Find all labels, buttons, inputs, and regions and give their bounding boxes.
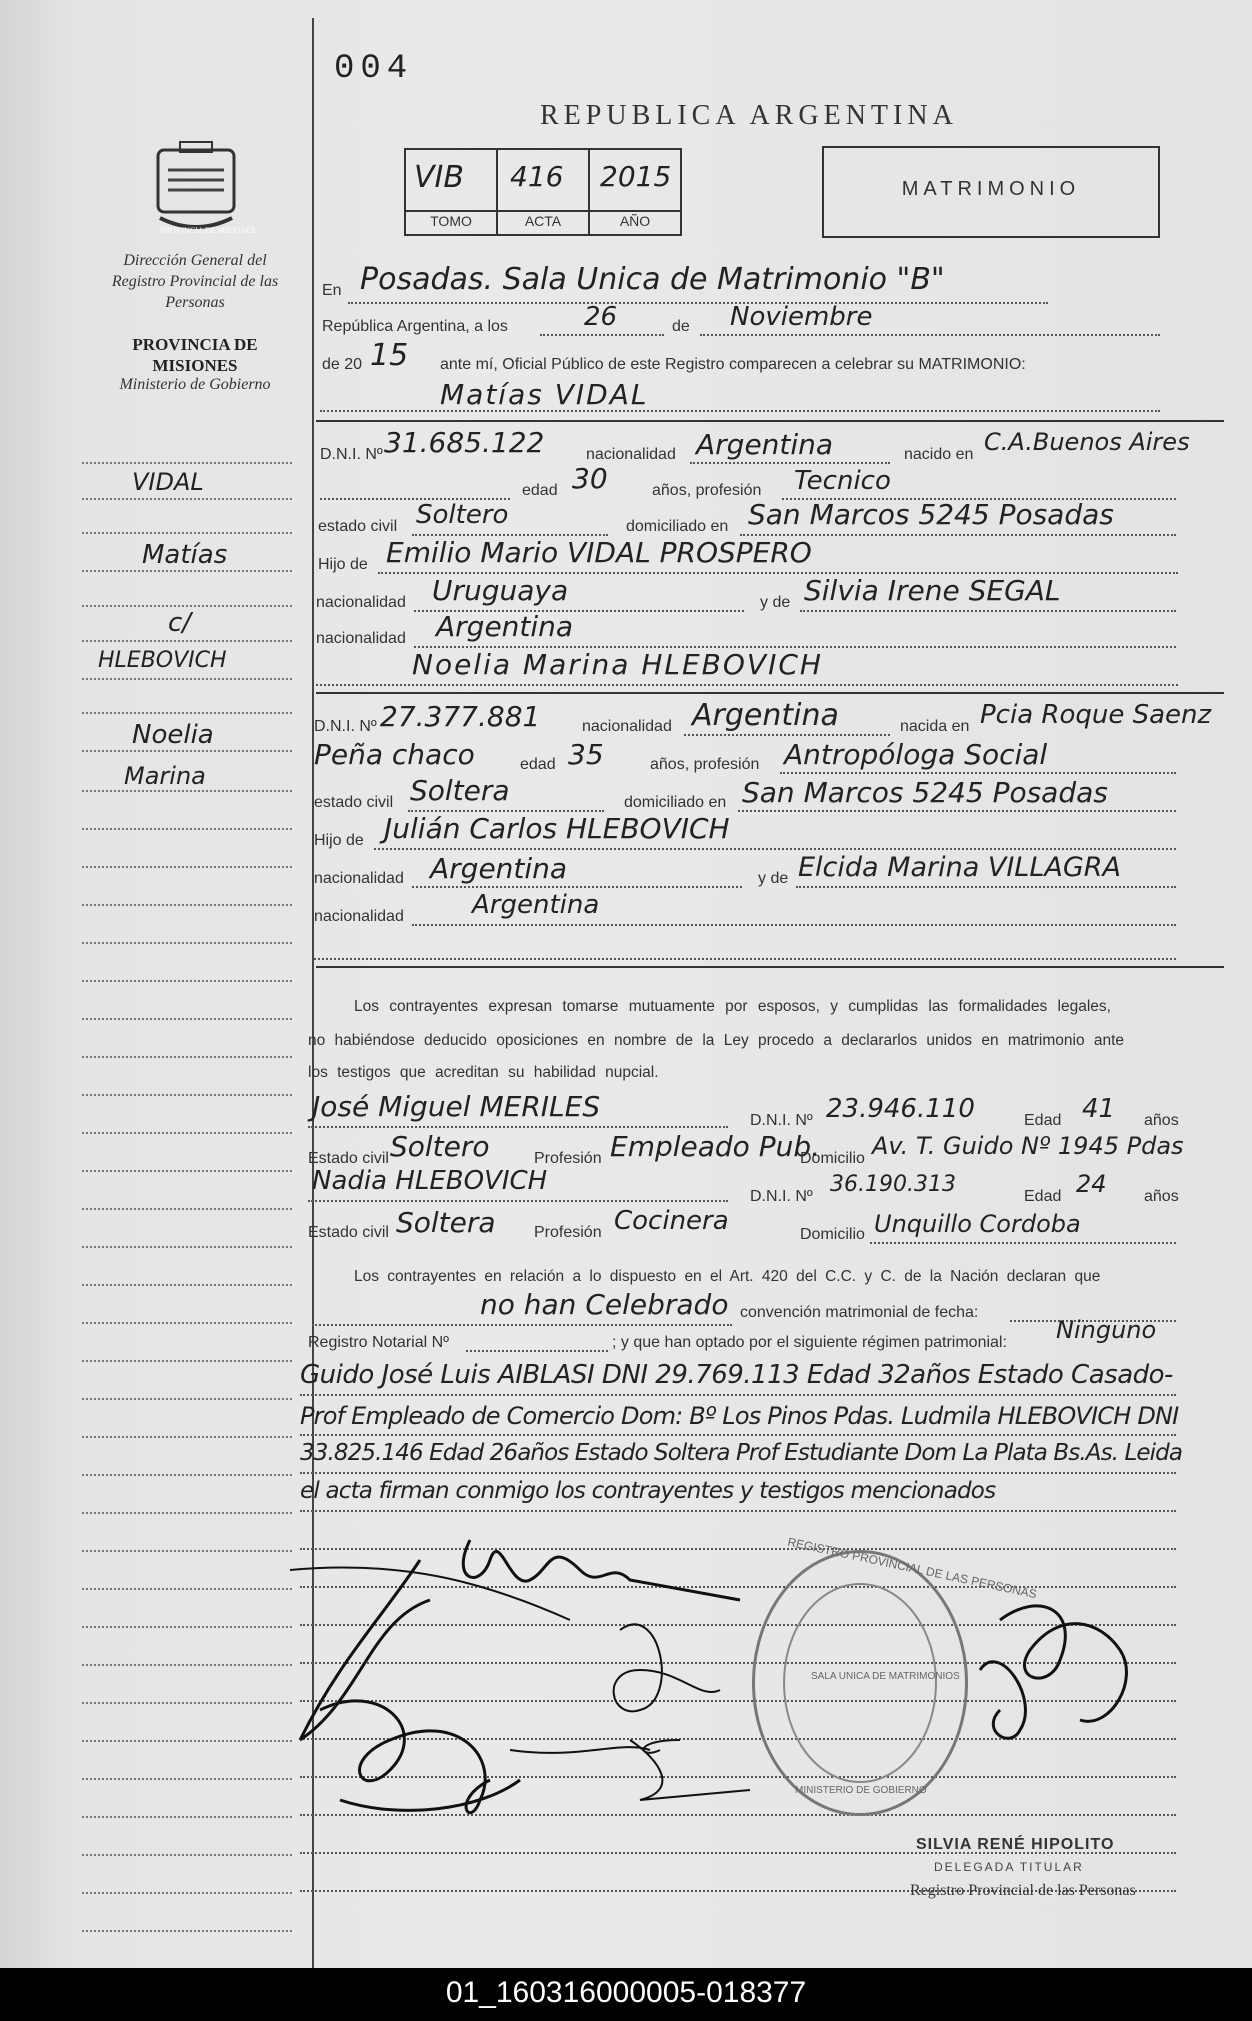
record-number: 004: [334, 50, 414, 88]
official-seal-icon: [752, 1534, 1038, 1816]
witness2-civil-status: Soltera: [396, 1206, 496, 1239]
regime-label: ; y que han optado por el siguiente régimen patrimonial:: [612, 1334, 1007, 1351]
bride-name: Noelia Marina HLEBOVICH: [412, 648, 823, 681]
groom-nacido-label: nacido en: [904, 446, 974, 463]
groom-y-de-label: y de: [760, 594, 791, 611]
witness1-dni-label: D.N.I. Nº: [750, 1112, 813, 1129]
year-prefix: de 20: [322, 356, 363, 373]
signatures-icon: [280, 1500, 1180, 1880]
groom-address: San Marcos 5245 Posadas: [748, 498, 1114, 531]
bride-bottom-rule: [316, 966, 1224, 968]
groom-nationality: Argentina: [696, 428, 834, 461]
witness2-prof-label: Profesión: [534, 1224, 602, 1241]
margin-spouse-second-name: Marina: [124, 762, 206, 790]
margin-surname: VIDAL: [132, 468, 204, 496]
witness2-address: Unquillo Cordoba: [874, 1210, 1081, 1238]
republica-label: República Argentina, a los: [322, 318, 508, 335]
groom-father-nationality: Uruguaya: [432, 574, 569, 607]
anio-value: 2015: [600, 160, 672, 193]
country-title: REPUBLICA ARGENTINA: [540, 100, 958, 131]
margin-connector: c/: [168, 608, 192, 638]
bride-birthplace-1: Pcia Roque Saenz: [980, 700, 1212, 730]
bride-father: Julián Carlos HLEBOVICH: [384, 812, 730, 845]
groom-name: Matías VIDAL: [440, 378, 649, 411]
bride-father-nationality: Argentina: [430, 852, 568, 885]
witness1-estado-label: Estado civil: [308, 1150, 389, 1167]
bride-nac-label: nacionalidad: [582, 718, 672, 735]
declaration-line-1: Los contrayentes expresan tomarse mutuamente por esposos, y cumplidas las formalidades legales,: [354, 998, 1111, 1015]
declaration-line-2: no habiéndose deducido oposiciones en nombre de la Ley procedo a declararlos unidos en matrimonio ante: [308, 1032, 1125, 1049]
bride-age: 35: [568, 738, 604, 771]
witness2-age: 24: [1076, 1170, 1107, 1198]
bride-top-rule: [316, 692, 1224, 694]
bride-mother: Elcida Marina VILLAGRA: [798, 852, 1121, 883]
groom-mother-nationality: Argentina: [436, 610, 574, 643]
bride-civil-status: Soltera: [410, 774, 510, 807]
notarial-label: Registro Notarial Nº: [308, 1334, 449, 1351]
acta-label: ACTA: [524, 213, 562, 229]
witness1-name: José Miguel MERILES: [312, 1090, 601, 1123]
ministry-name: Ministerio de Gobierno: [119, 376, 271, 393]
note-line-3: 33.825.146 Edad 26años Estado Soltera Prof Estudiante Dom La Plata Bs.As. Leida: [300, 1440, 1183, 1466]
bride-birthplace-2: Peña chaco: [314, 738, 475, 771]
bride-mother-nac-label: nacionalidad: [314, 908, 404, 925]
tomo-value: VIB: [414, 160, 464, 195]
groom-father-nac-label: nacionalidad: [316, 594, 406, 611]
ceremony-day: 26: [584, 302, 618, 332]
ceremony-place: Posadas. Sala Unica de Matrimonio "B": [360, 262, 945, 297]
bride-father-nac-label: nacionalidad: [314, 870, 404, 887]
bride-nationality: Argentina: [692, 698, 839, 733]
groom-dni: 31.685.122: [384, 426, 545, 459]
groom-birthplace: C.A.Buenos Aires: [984, 428, 1190, 456]
witness2-dom-label: Domicilio: [800, 1226, 865, 1243]
seal-bottom-text: MINISTERIO DE GOBIERNO: [795, 1785, 927, 1796]
de-label: de: [672, 318, 690, 335]
groom-nac-label: nacionalidad: [586, 446, 676, 463]
record-type: MATRIMONIO: [901, 178, 1081, 200]
coat-of-arms-text: PROVINCIA DE MISIONES: [160, 226, 256, 235]
convention-handwritten: no han Celebrado: [480, 1288, 729, 1321]
province-name: PROVINCIA DE MISIONES: [132, 335, 258, 375]
groom-hijo-label: Hijo de: [318, 556, 368, 573]
groom-mother: Silvia Irene SEGAL: [804, 574, 1061, 607]
en-label: En: [322, 282, 342, 299]
ante-text: ante mí, Oficial Público de este Registro comparecen a celebrar su MATRIMONIO:: [440, 356, 1026, 373]
bride-address: San Marcos 5245 Posadas: [742, 776, 1108, 809]
groom-anos-label: años, profesión: [652, 482, 762, 499]
bride-mother-nationality: Argentina: [472, 890, 600, 920]
document-code: 01_160316000005-018377: [445, 1976, 807, 2009]
note-line-4: el acta firman conmigo los contrayentes y testigos mencionados: [300, 1478, 996, 1504]
ceremony-month: Noviembre: [730, 302, 873, 332]
groom-dni-label: D.N.I. Nº: [320, 446, 383, 463]
witness1-prof-label: Profesión: [534, 1150, 602, 1167]
bride-anos-label: años, profesión: [650, 756, 760, 773]
witness1-profession: Empleado Pub.: [610, 1130, 821, 1163]
witness1-civil-status: Soltero: [390, 1130, 490, 1163]
footer-bar: [0, 1968, 1252, 2021]
declaration-line-3: los testigos que acreditan su habilidad nupcial.: [308, 1064, 659, 1081]
witness1-anos-label: años: [1144, 1112, 1179, 1129]
groom-mother-nac-label: nacionalidad: [316, 630, 406, 647]
officer-role: DELEGADA TITULAR: [934, 1860, 1084, 1874]
groom-father: Emilio Mario VIDAL PROSPERO: [386, 536, 812, 569]
groom-age: 30: [572, 462, 608, 495]
officer-office: Registro Provincial de las Personas: [910, 1882, 1136, 1899]
bride-nacida-label: nacida en: [900, 718, 970, 735]
groom-profession: Tecnico: [794, 466, 891, 496]
witness2-dni-label: D.N.I. Nº: [750, 1188, 813, 1205]
witness2-anos-label: años: [1144, 1188, 1179, 1205]
convention-line-2: convención matrimonial de fecha:: [740, 1304, 979, 1321]
record-type-box: [822, 146, 1160, 238]
witness2-name: Nadia HLEBOVICH: [312, 1166, 548, 1196]
seal-inner-text: SALA UNICA DE MATRIMONIOS: [811, 1671, 960, 1682]
witness1-address: Av. T. Guido Nº 1945 Pdas: [872, 1132, 1184, 1160]
witness1-dni: 23.946.110: [826, 1094, 975, 1124]
coat-of-arms-icon: [150, 140, 256, 240]
anio-label: AÑO: [619, 213, 651, 229]
bride-edad-label: edad: [520, 756, 556, 773]
groom-civil-status: Soltero: [416, 500, 509, 530]
tomo-label: TOMO: [430, 213, 472, 229]
seal-outer-text: REGISTRO PROVINCIAL DE LAS PERSONAS: [786, 1534, 1038, 1602]
bride-y-de-label: y de: [758, 870, 789, 887]
bride-estado-label: estado civil: [314, 794, 394, 811]
bride-domicilio-label: domiciliado en: [624, 794, 727, 811]
witness2-profession: Cocinera: [614, 1206, 729, 1236]
witness1-age: 41: [1082, 1094, 1116, 1124]
bride-profession: Antropóloga Social: [784, 738, 1048, 771]
agency-name: Dirección General del Registro Provincial de las Personas: [111, 252, 279, 311]
witness2-edad-label: Edad: [1024, 1188, 1062, 1205]
officer-name: SILVIA RENÉ HIPOLITO: [916, 1836, 1115, 1853]
note-line-1: Guido José Luis AIBLASI DNI 29.769.113 Edad 32años Estado Casado-: [300, 1360, 1173, 1390]
regime-value: Ninguno: [1056, 1316, 1157, 1344]
bride-hijo-label: Hijo de: [314, 832, 364, 849]
acta-value: 416: [510, 160, 564, 193]
bride-dni-label: D.N.I. Nº: [314, 718, 377, 735]
witness2-estado-label: Estado civil: [308, 1224, 389, 1241]
groom-domicilio-label: domiciliado en: [626, 518, 729, 535]
year-suffix: 15: [370, 338, 409, 373]
convention-line-1: Los contrayentes en relación a lo dispuesto en el Art. 420 del C.C. y C. de la Nación declaran que: [354, 1268, 1101, 1285]
tomo-acta-table: [404, 148, 682, 236]
groom-estado-label: estado civil: [318, 518, 398, 535]
note-line-2: Prof Empleado de Comercio Dom: Bº Los Pinos Pdas. Ludmila HLEBOVICH DNI: [300, 1402, 1179, 1430]
margin-first-name: Matías: [142, 540, 228, 570]
margin-spouse-surname: HLEBOVICH: [98, 648, 227, 673]
witness1-edad-label: Edad: [1024, 1112, 1062, 1129]
margin-spouse-first-name: Noelia: [132, 720, 214, 750]
groom-edad-label: edad: [522, 482, 558, 499]
witness2-dni: 36.190.313: [830, 1172, 956, 1197]
witness1-dom-label: Domicilio: [800, 1150, 865, 1167]
groom-top-rule: [316, 420, 1224, 422]
bride-dni: 27.377.881: [380, 700, 541, 733]
